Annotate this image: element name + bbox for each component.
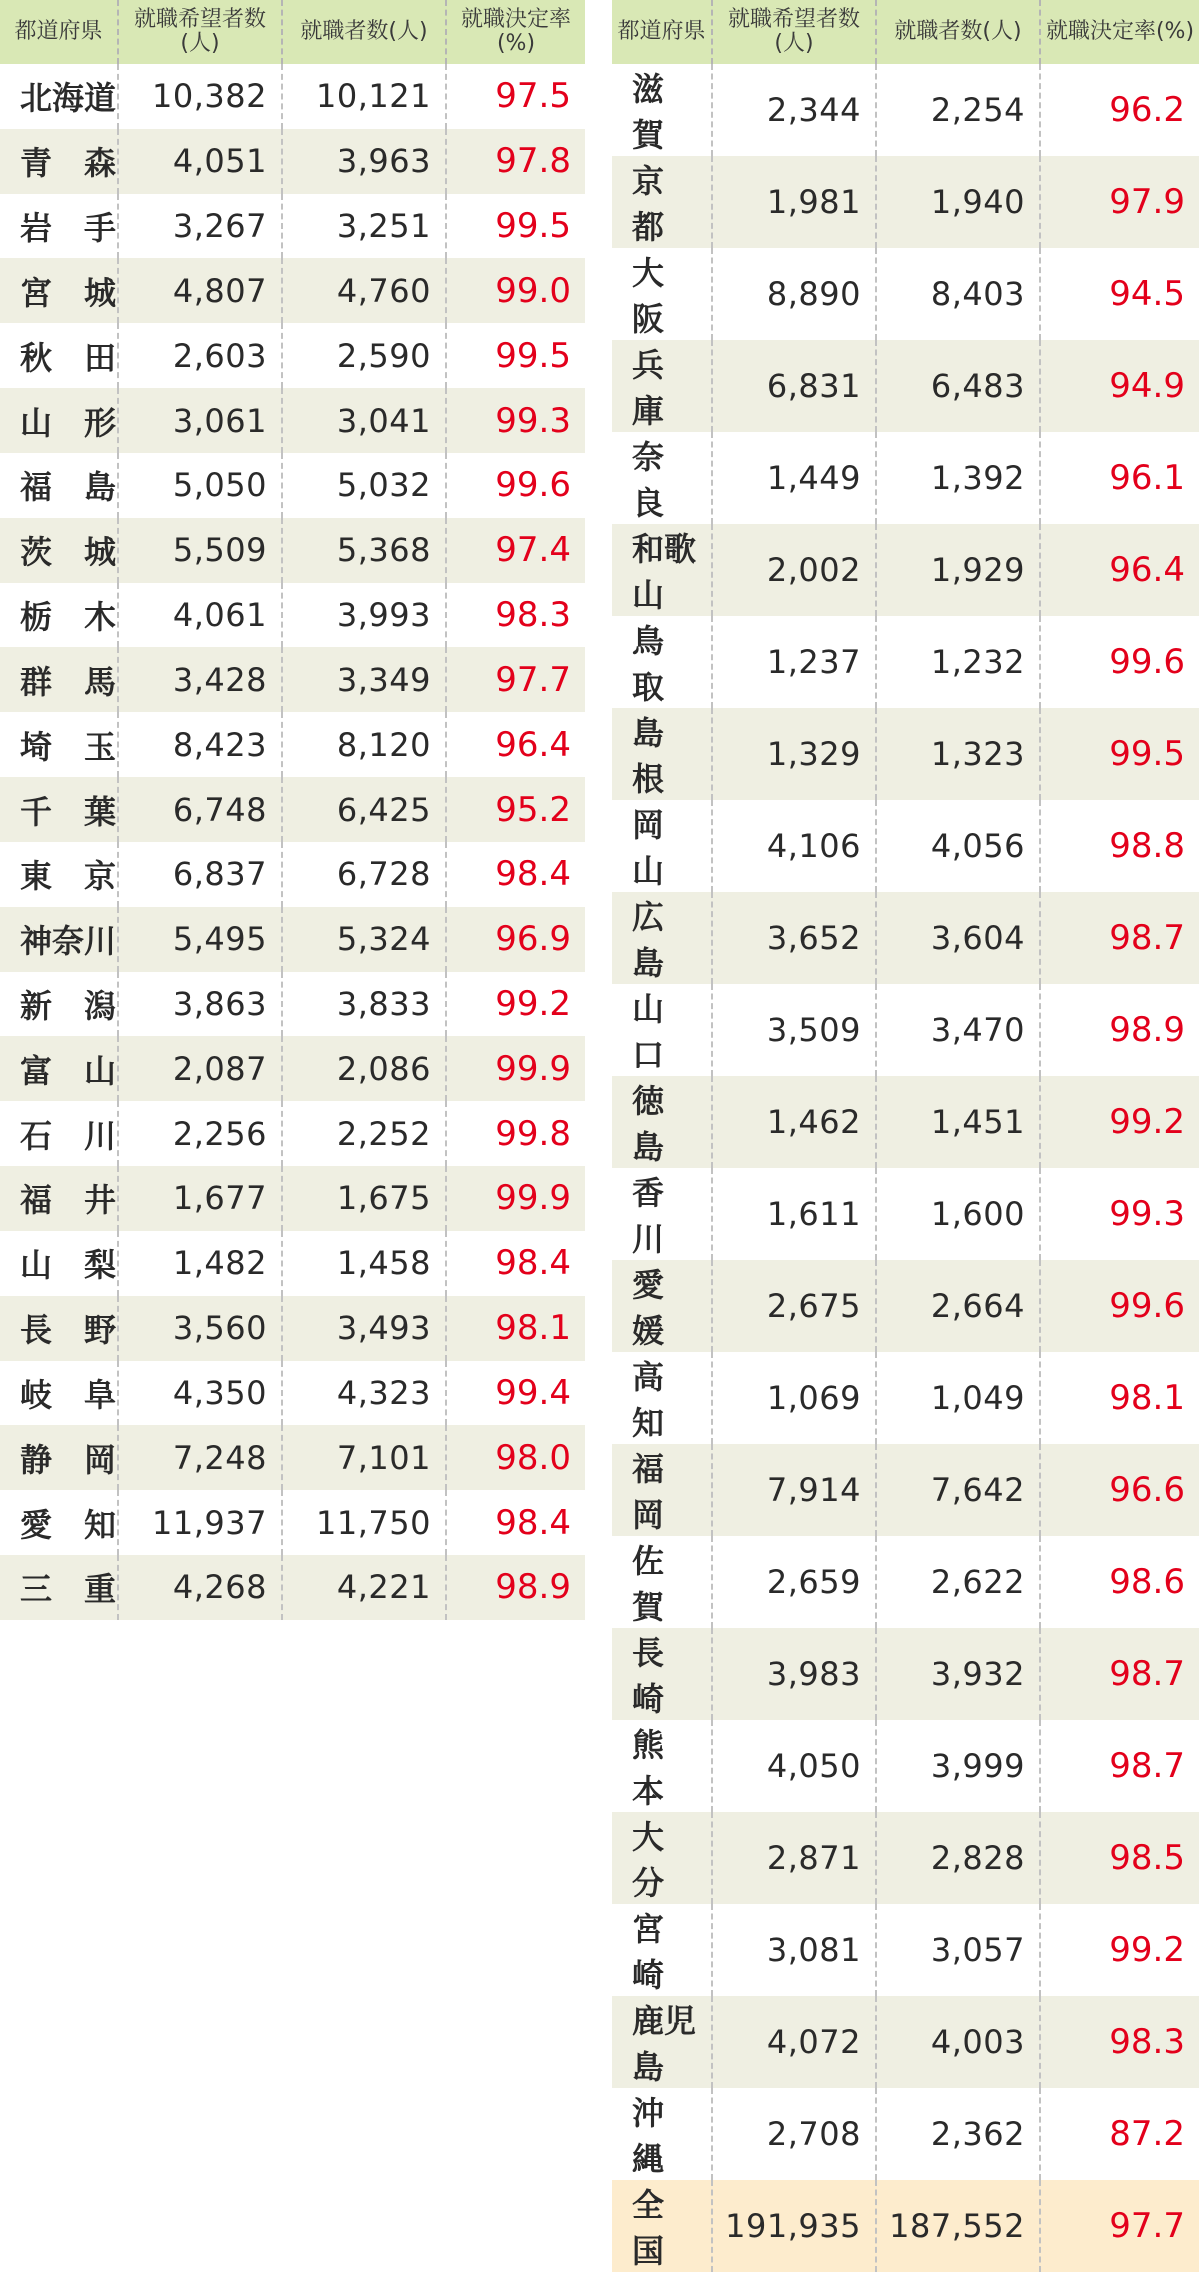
table-row xyxy=(0,258,585,323)
employed-cell: 5,368 xyxy=(282,518,446,583)
employed-cell: 3,493 xyxy=(282,1296,446,1361)
pref-cell: 三 重 xyxy=(0,1555,118,1620)
rate-cell: 96.6 xyxy=(1040,1444,1199,1536)
employed-cell: 1,323 xyxy=(876,708,1040,800)
employed-cell: 1,600 xyxy=(876,1168,1040,1260)
employed-cell: 7,101 xyxy=(282,1425,446,1490)
pref-cell: 佐 賀 xyxy=(632,1542,697,1626)
applicants-cell: 2,708 xyxy=(712,2088,876,2180)
applicants-cell: 5,050 xyxy=(118,453,282,518)
pref-cell: 千 葉 xyxy=(0,777,118,842)
pref-cell: 静 岡 xyxy=(0,1425,118,1490)
table-row xyxy=(0,1296,585,1361)
employed-cell: 1,049 xyxy=(876,1352,1040,1444)
pref-cell: 徳 島 xyxy=(612,1076,712,1168)
pref-cell: 兵 庫 xyxy=(612,340,712,432)
table-row xyxy=(612,64,1199,156)
table-row xyxy=(0,518,585,583)
employed-cell: 1,940 xyxy=(876,156,1040,248)
applicants-cell: 10,382 xyxy=(118,64,282,129)
employed-cell: 3,833 xyxy=(282,972,446,1037)
applicants-cell: 4,807 xyxy=(118,258,282,323)
applicants-cell: 1,482 xyxy=(118,1231,282,1296)
employed-cell: 4,003 xyxy=(876,1996,1040,2088)
employed-cell: 187,552 xyxy=(876,2180,1040,2272)
rate-cell: 99.9 xyxy=(446,1166,585,1231)
rate-cell: 98.4 xyxy=(446,1490,585,1555)
pref-cell: 群 馬 xyxy=(0,647,118,712)
employed-cell: 2,590 xyxy=(282,323,446,388)
pref-cell: 福 島 xyxy=(20,468,117,507)
applicants-cell: 6,748 xyxy=(118,777,282,842)
table-row xyxy=(0,1101,585,1166)
pref-cell: 埼 玉 xyxy=(20,727,117,766)
table-row xyxy=(0,1361,585,1426)
header-rate: 就職決定率(%) xyxy=(446,0,585,64)
pref-cell: 富 山 xyxy=(0,1036,118,1101)
table-row xyxy=(612,1812,1199,1904)
header-employed: 就職者数(人) xyxy=(282,0,446,64)
table-row xyxy=(0,972,585,1037)
employed-cell: 8,403 xyxy=(876,248,1040,340)
table-row xyxy=(612,2180,1199,2272)
rate-cell: 98.5 xyxy=(1040,1812,1199,1904)
rate-cell: 99.3 xyxy=(1040,1168,1199,1260)
table-row xyxy=(0,129,585,194)
pref-cell: 福 岡 xyxy=(612,1444,712,1536)
header-row xyxy=(612,0,1199,64)
rate-cell: 99.2 xyxy=(446,972,585,1037)
employed-cell: 3,604 xyxy=(876,892,1040,984)
applicants-cell: 3,509 xyxy=(712,984,876,1076)
applicants-cell: 4,051 xyxy=(118,129,282,194)
header-pref: 都道府県 xyxy=(612,0,712,64)
applicants-cell: 1,677 xyxy=(118,1166,282,1231)
applicants-cell: 2,871 xyxy=(712,1812,876,1904)
table-row xyxy=(612,708,1199,800)
employed-cell: 2,254 xyxy=(876,64,1040,156)
pref-cell: 福 井 xyxy=(0,1166,118,1231)
table-row xyxy=(0,1036,585,1101)
applicants-cell: 3,560 xyxy=(118,1296,282,1361)
table-row xyxy=(0,1490,585,1555)
employed-cell: 1,451 xyxy=(876,1076,1040,1168)
applicants-cell: 7,248 xyxy=(118,1425,282,1490)
pref-cell: 長 野 xyxy=(0,1296,118,1361)
employed-cell: 3,041 xyxy=(282,388,446,453)
employed-cell: 3,057 xyxy=(876,1904,1040,1996)
table-row xyxy=(612,1536,1199,1628)
employed-cell: 3,999 xyxy=(876,1720,1040,1812)
applicants-cell: 2,659 xyxy=(712,1536,876,1628)
rate-cell: 98.4 xyxy=(446,842,585,907)
employed-cell: 3,349 xyxy=(282,647,446,712)
pref-cell: 岐 阜 xyxy=(20,1375,117,1414)
pref-cell: 山 口 xyxy=(632,990,697,1074)
pref-cell: 愛 媛 xyxy=(612,1260,712,1352)
applicants-cell: 1,329 xyxy=(712,708,876,800)
applicants-cell: 11,937 xyxy=(118,1490,282,1555)
applicants-cell: 1,449 xyxy=(712,432,876,524)
table-row xyxy=(0,1425,585,1490)
header-rate: 就職決定率(%) xyxy=(1040,0,1199,64)
applicants-cell: 3,652 xyxy=(712,892,876,984)
employed-cell: 4,056 xyxy=(876,800,1040,892)
applicants-cell: 5,509 xyxy=(118,518,282,583)
rate-cell: 98.7 xyxy=(1040,1628,1199,1720)
table-row xyxy=(612,248,1199,340)
pref-cell: 宮 崎 xyxy=(632,1910,697,1994)
employed-cell: 3,470 xyxy=(876,984,1040,1076)
table-row xyxy=(0,323,585,388)
employed-cell: 4,221 xyxy=(282,1555,446,1620)
header-row xyxy=(0,0,585,64)
rate-cell: 98.6 xyxy=(1040,1536,1199,1628)
employed-cell: 1,675 xyxy=(282,1166,446,1231)
header-applicants: 就職希望者数(人) xyxy=(118,0,282,64)
pref-cell: 奈 良 xyxy=(632,438,697,522)
rate-cell: 98.7 xyxy=(1040,1720,1199,1812)
employed-cell: 2,622 xyxy=(876,1536,1040,1628)
employed-cell: 6,483 xyxy=(876,340,1040,432)
table-row xyxy=(612,1628,1199,1720)
rate-cell: 97.4 xyxy=(446,518,585,583)
pref-cell: 東 京 xyxy=(20,857,117,896)
rate-cell: 97.7 xyxy=(446,647,585,712)
employed-cell: 6,425 xyxy=(282,777,446,842)
rate-cell: 96.1 xyxy=(1040,432,1199,524)
employed-cell: 1,232 xyxy=(876,616,1040,708)
applicants-cell: 5,495 xyxy=(118,907,282,972)
table-row xyxy=(612,2088,1199,2180)
table-row xyxy=(0,453,585,518)
pref-cell: 新 潟 xyxy=(20,987,117,1025)
employed-cell: 5,032 xyxy=(282,453,446,518)
employed-cell: 2,086 xyxy=(282,1036,446,1101)
table-row xyxy=(612,340,1199,432)
employed-cell: 7,642 xyxy=(876,1444,1040,1536)
table-row xyxy=(612,1904,1199,1996)
pref-cell: 高 知 xyxy=(632,1358,697,1442)
left-table xyxy=(0,0,585,1620)
table-row xyxy=(612,1168,1199,1260)
rate-cell: 96.9 xyxy=(446,907,585,972)
employed-cell: 11,750 xyxy=(282,1490,446,1555)
rate-cell: 98.0 xyxy=(446,1425,585,1490)
table-row xyxy=(612,156,1199,248)
pref-cell: 京 都 xyxy=(612,156,712,248)
employed-cell: 10,121 xyxy=(282,64,446,129)
rate-cell: 98.7 xyxy=(1040,892,1199,984)
table-row xyxy=(0,842,585,907)
table-row xyxy=(0,647,585,712)
table-row xyxy=(612,616,1199,708)
employed-cell: 5,324 xyxy=(282,907,446,972)
applicants-cell: 6,831 xyxy=(712,340,876,432)
applicants-cell: 1,237 xyxy=(712,616,876,708)
pref-cell: 山 形 xyxy=(0,388,118,453)
employed-cell: 2,664 xyxy=(876,1260,1040,1352)
rate-cell: 99.5 xyxy=(1040,708,1199,800)
employed-cell: 4,760 xyxy=(282,258,446,323)
applicants-cell: 3,863 xyxy=(118,972,282,1037)
employed-cell: 3,993 xyxy=(282,583,446,648)
rate-cell: 97.9 xyxy=(1040,156,1199,248)
right-table xyxy=(612,0,1199,2272)
employed-cell: 3,963 xyxy=(282,129,446,194)
pref-cell: 北海道 xyxy=(20,79,117,118)
employed-cell: 8,120 xyxy=(282,712,446,777)
applicants-cell: 3,267 xyxy=(118,194,282,259)
rate-cell: 98.1 xyxy=(1040,1352,1199,1444)
applicants-cell: 2,603 xyxy=(118,323,282,388)
table-row xyxy=(0,1555,585,1620)
applicants-cell: 3,081 xyxy=(712,1904,876,1996)
applicants-cell: 3,061 xyxy=(118,388,282,453)
pref-cell: 大 阪 xyxy=(632,254,697,338)
pref-cell: 全 国 xyxy=(612,2180,712,2272)
rate-cell: 98.9 xyxy=(1040,984,1199,1076)
table-row xyxy=(612,1996,1199,2088)
pref-cell: 石 川 xyxy=(20,1116,117,1155)
pref-cell: 山 梨 xyxy=(20,1246,117,1285)
applicants-cell: 8,890 xyxy=(712,248,876,340)
applicants-cell: 2,256 xyxy=(118,1101,282,1166)
pref-cell: 広 島 xyxy=(612,892,712,984)
applicants-cell: 1,611 xyxy=(712,1168,876,1260)
applicants-cell: 1,462 xyxy=(712,1076,876,1168)
pref-cell: 滋 賀 xyxy=(632,70,697,154)
pref-cell: 鳥 取 xyxy=(632,622,697,706)
header-applicants: 就職希望者数(人) xyxy=(712,0,876,64)
table-row xyxy=(0,1166,585,1231)
header-employed: 就職者数(人) xyxy=(876,0,1040,64)
employed-cell: 3,932 xyxy=(876,1628,1040,1720)
rate-cell: 99.2 xyxy=(1040,1076,1199,1168)
applicants-cell: 3,428 xyxy=(118,647,282,712)
pref-cell: 神奈川 xyxy=(0,907,118,972)
applicants-cell: 7,914 xyxy=(712,1444,876,1536)
applicants-cell: 4,061 xyxy=(118,583,282,648)
rate-cell: 94.5 xyxy=(1040,248,1199,340)
table-row xyxy=(612,524,1199,616)
pref-cell: 茨 城 xyxy=(0,518,118,583)
applicants-cell: 3,983 xyxy=(712,1628,876,1720)
rate-cell: 99.6 xyxy=(446,453,585,518)
rate-cell: 96.4 xyxy=(1040,524,1199,616)
applicants-cell: 1,069 xyxy=(712,1352,876,1444)
rate-cell: 98.3 xyxy=(446,583,585,648)
table-row xyxy=(612,984,1199,1076)
pref-cell: 香 川 xyxy=(632,1174,697,1258)
pref-cell: 島 根 xyxy=(612,708,712,800)
employed-cell: 1,392 xyxy=(876,432,1040,524)
rate-cell: 96.4 xyxy=(446,712,585,777)
pref-cell: 沖 縄 xyxy=(632,2094,697,2178)
pref-cell: 栃 木 xyxy=(20,598,117,637)
pref-cell: 愛 知 xyxy=(20,1505,117,1544)
table-row xyxy=(0,1231,585,1296)
table-row xyxy=(612,892,1199,984)
employed-cell: 2,252 xyxy=(282,1101,446,1166)
applicants-cell: 4,072 xyxy=(712,1996,876,2088)
applicants-cell: 6,837 xyxy=(118,842,282,907)
header-pref: 都道府県 xyxy=(0,0,118,64)
rate-cell: 97.5 xyxy=(446,64,585,129)
applicants-cell: 2,675 xyxy=(712,1260,876,1352)
rate-cell: 99.3 xyxy=(446,388,585,453)
applicants-cell: 4,106 xyxy=(712,800,876,892)
pref-cell: 和歌山 xyxy=(612,524,712,616)
applicants-cell: 4,268 xyxy=(118,1555,282,1620)
rate-cell: 99.6 xyxy=(1040,616,1199,708)
rate-cell: 99.5 xyxy=(446,194,585,259)
rate-cell: 97.7 xyxy=(1040,2180,1199,2272)
rate-cell: 97.8 xyxy=(446,129,585,194)
employed-cell: 3,251 xyxy=(282,194,446,259)
employed-cell: 2,828 xyxy=(876,1812,1040,1904)
pref-cell: 大 分 xyxy=(612,1812,712,1904)
pref-cell: 岩 手 xyxy=(20,209,117,248)
rate-cell: 94.9 xyxy=(1040,340,1199,432)
table-row xyxy=(0,777,585,842)
rate-cell: 99.6 xyxy=(1040,1260,1199,1352)
pref-cell: 熊 本 xyxy=(632,1726,697,1810)
pref-cell: 青 森 xyxy=(0,129,118,194)
employed-cell: 6,728 xyxy=(282,842,446,907)
rate-cell: 99.9 xyxy=(446,1036,585,1101)
table-row xyxy=(612,432,1199,524)
table-row xyxy=(612,1720,1199,1812)
pref-cell: 鹿児島 xyxy=(612,1996,712,2088)
table-row xyxy=(0,388,585,453)
applicants-cell: 4,050 xyxy=(712,1720,876,1812)
rate-cell: 96.2 xyxy=(1040,64,1199,156)
table-row xyxy=(0,712,585,777)
applicants-cell: 1,981 xyxy=(712,156,876,248)
rate-cell: 95.2 xyxy=(446,777,585,842)
pref-cell: 秋 田 xyxy=(20,338,117,377)
pref-cell: 長 崎 xyxy=(612,1628,712,1720)
rate-cell: 98.8 xyxy=(1040,800,1199,892)
pref-cell: 宮 城 xyxy=(0,258,118,323)
applicants-cell: 2,087 xyxy=(118,1036,282,1101)
rate-cell: 99.5 xyxy=(446,323,585,388)
rate-cell: 99.8 xyxy=(446,1101,585,1166)
applicants-cell: 2,344 xyxy=(712,64,876,156)
rate-cell: 99.4 xyxy=(446,1361,585,1426)
table-row xyxy=(0,64,585,129)
applicants-cell: 8,423 xyxy=(118,712,282,777)
table-row xyxy=(612,1352,1199,1444)
table-row xyxy=(0,583,585,648)
rate-cell: 99.0 xyxy=(446,258,585,323)
rate-cell: 98.4 xyxy=(446,1231,585,1296)
rate-cell: 98.9 xyxy=(446,1555,585,1620)
table-row xyxy=(612,1444,1199,1536)
applicants-cell: 191,935 xyxy=(712,2180,876,2272)
applicants-cell: 2,002 xyxy=(712,524,876,616)
rate-cell: 99.2 xyxy=(1040,1904,1199,1996)
table-row xyxy=(612,800,1199,892)
table-row xyxy=(0,907,585,972)
rate-cell: 87.2 xyxy=(1040,2088,1199,2180)
table-row xyxy=(612,1076,1199,1168)
rate-cell: 98.1 xyxy=(446,1296,585,1361)
rate-cell: 98.3 xyxy=(1040,1996,1199,2088)
employed-cell: 1,929 xyxy=(876,524,1040,616)
employed-cell: 1,458 xyxy=(282,1231,446,1296)
pref-cell: 岡 山 xyxy=(632,806,697,890)
table-row xyxy=(0,194,585,259)
table-row xyxy=(612,1260,1199,1352)
applicants-cell: 4,350 xyxy=(118,1361,282,1426)
employed-cell: 4,323 xyxy=(282,1361,446,1426)
employed-cell: 2,362 xyxy=(876,2088,1040,2180)
